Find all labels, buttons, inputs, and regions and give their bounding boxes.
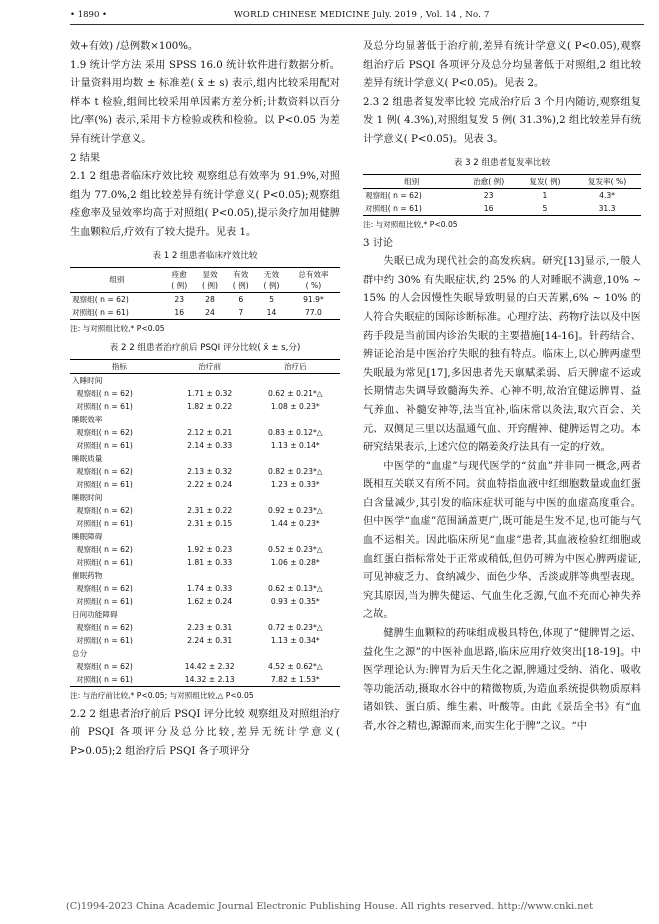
table3-note: 注: 与对照组比较,* P<0.05 [363,219,458,229]
table-cell: 观察组( n = 62) [76,388,133,398]
table-cell: 0.82 ± 0.23*△ [268,466,323,476]
table-cell [251,530,340,543]
table-cell: 观察组( n = 62) [365,190,422,200]
table-header-cell: 复发率( %) [573,174,641,188]
table-cell [169,569,251,582]
table-cell [251,413,340,426]
table-cell: 观察组( n = 62) [76,466,133,476]
table-cell: 7.82 ± 1.53* [270,674,320,684]
table-cell [169,530,251,543]
table-cell: 日间功能障碍 [72,609,118,619]
copyright-footer: (C)1994-2023 China Academic Journal Electronic Publishing House. All rights reserved. http://www.cnki.net [66,901,593,912]
table-cell [169,647,251,660]
table-cell: 77.0 [304,307,322,317]
table-row [70,595,340,608]
table-cell: 观察组( n = 62) [76,505,133,515]
table-cell: 催眠药物 [72,570,103,580]
table-header-cell: 治疗后 [251,359,340,373]
table-cell: 对照组( n = 61) [76,674,133,684]
table-header-cell: 痊愈 ( 例) [164,267,195,292]
table-cell [251,373,340,387]
table-cell: 观察组( n = 62) [76,622,133,632]
table-cell [251,569,340,582]
table-cell: 对照组( n = 61) [76,596,133,606]
table-cell: 14 [266,307,277,317]
table3 [363,174,641,216]
table-cell: 28 [205,294,215,304]
table-group-row [70,491,340,504]
table1 [70,267,340,320]
table-cell: 14.32 ± 2.13 [184,674,235,684]
table-row [363,202,641,216]
table-cell: 观察组( n = 62) [72,294,129,304]
table-cell: 睡眠障碍 [72,531,103,541]
paragraph-stats-method: 1.9 统计学方法 采用 SPSS 16.0 统计软件进行数据分析。计量资料用均数 ± 标准差( x̄ ± s) 表示,组内比较采用配对样本 t 检验,组间比较采用单因素方差分析;计数资料以百分比/率(%) 表示,采用卡方检验或秩和检验。以 P<0.05 为差异有统计学意义。 [70,59,340,145]
table-group-row [70,373,340,387]
table-cell [251,452,340,465]
table-cell: 1.44 ± 0.23* [270,518,320,528]
table-cell: 入睡时间 [72,375,103,385]
table1-title: 表 1 2 组患者临床疗效比较 [152,250,258,261]
table-row [70,582,340,595]
table-cell: 16 [174,307,185,317]
table-cell: 睡眠质量 [72,453,103,463]
paragraph: 及总分均显著低于治疗前,差异有统计学意义( P<0.05),观察组治疗后 PSQI 各项评分及总分均显著低于对照组,2 组比较差异有统计学意义( P<0.05)。见表 2。 [363,41,641,90]
table-group-row [70,452,340,465]
table-cell: 对照组( n = 61) [76,479,133,489]
table2 [70,359,340,687]
table-header-cell: 治疗前 [169,359,251,373]
table-cell: 0.93 ± 0.35* [270,596,320,606]
table-group-row [70,608,340,621]
table-cell [251,608,340,621]
table-group-row [70,647,340,660]
table-header-cell: 有效 ( 例) [225,267,256,292]
table-cell: 7 [238,307,244,317]
table-cell: 0.92 ± 0.23*△ [268,505,323,515]
table-cell: 观察组( n = 62) [76,544,133,554]
table-group-row [70,569,340,582]
table-row [70,292,340,306]
table-header-cell: 治愈( 例) [460,174,516,188]
section-heading-discussion: 3 讨论 [363,237,394,249]
table-row [70,673,340,687]
table2-note: 注: 与治疗前比较,* P<0.05; 与对照组比较,△ P<0.05 [70,690,254,700]
table-cell: 睡眠时间 [72,492,103,502]
journal-info: WORLD CHINESE MEDICINE July. 2019 , Vol. 14 , No. 7 [234,10,490,20]
table-group-row [70,530,340,543]
table-cell: 1.82 ± 0.22 [187,401,233,411]
table-cell [169,452,251,465]
section-heading-results: 2 结果 [70,152,101,164]
table-header-cell: 总有效率 ( %) [287,267,340,292]
table-cell: 1.06 ± 0.28* [270,557,320,567]
table-cell: 1.62 ± 0.24 [187,596,233,606]
table-row [70,504,340,517]
table-row [70,426,340,439]
table-cell: 0.62 ± 0.13*△ [268,583,323,593]
table-cell: 对照组( n = 61) [76,401,133,411]
table-cell: 16 [483,203,494,213]
table-cell: 0.52 ± 0.23*△ [268,544,323,554]
table-cell: 对照组( n = 61) [76,557,133,567]
table-cell [169,413,251,426]
table-cell: 0.62 ± 0.21*△ [268,388,323,398]
table-cell: 总分 [72,648,88,658]
table-row [70,634,340,647]
table-cell [169,608,251,621]
paragraph-recurrence: 2.3 2 组患者复发率比较 完成治疗后 3 个月内随访,观察组复发 1 例( 4.3%),对照组复发 5 例( 31.3%),2 组比较差异有统计学意义( P<0.05)。见表 3。 [363,96,641,145]
table-cell: 1.13 ± 0.14* [270,440,320,450]
table-header-cell: 指标 [70,359,169,373]
paragraph-clinical-efficacy: 2.1 2 组患者临床疗效比较 观察组总有效率为 91.9%,对照组为 77.0%,2 组比较差异有统计学意义( P<0.05);观察组痊愈率及显效率均高于对照组( P<0.05),提示灸疗加用健脾生血颗粒后,疗效有了较大提升。见表 1。 [70,171,340,238]
table-cell: 1.13 ± 0.34* [270,635,320,645]
table-cell: 0.83 ± 0.12*△ [268,427,323,437]
paragraph-psqi-comparison: 2.2 2 组患者治疗前后 PSQI 评分比较 观察组及对照组治疗前 PSQI 各项评分及总分比较,差异无统计学意义( P>0.05);2 组治疗后 PSQI 各子项评分 [70,708,340,757]
table-cell: 23 [483,190,494,200]
table-row [70,387,340,400]
table-cell: 对照组( n = 61) [76,635,133,645]
table-cell: 4.3* [599,190,615,200]
page-number: • 1890 • [70,10,108,20]
table-group-row [70,413,340,426]
table-cell: 1.71 ± 0.32 [187,388,233,398]
left-column [70,38,340,761]
table-header-cell: 组别 [70,267,164,292]
table-header-cell: 无效 ( 例) [256,267,287,292]
table-cell: 2.31 ± 0.15 [187,518,233,528]
table-cell: 1 [542,190,548,200]
table-row [70,306,340,320]
table3-title: 表 3 2 组患者复发率比较 [453,157,551,168]
table-row [70,621,340,634]
table-cell: 2.14 ± 0.33 [187,440,233,450]
table-cell: 2.22 ± 0.24 [187,479,233,489]
table-row [70,660,340,673]
table-cell: 对照组( n = 61) [76,440,133,450]
table-cell: 2.31 ± 0.22 [187,505,233,515]
paragraph-discussion-3: 健脾生血颗粒的药味组成极具特色,体现了“健脾胃之运、益化生之源”的中医补血思路,临床应用疗效突出[18-19]。中医学理论认为:脾胃为后天生化之源,脾通过受纳、消化、吸收等功能活动,摄取水谷中的精微物质,为造血系统提供物质原料诸如铁、蛋白质、维生素、叶酸等。由此《景岳全书》有“血者,水谷之精也,源源而来,而实生化于脾”之议。“中 [363,628,641,732]
table-cell: 1.81 ± 0.33 [187,557,233,567]
table-cell [251,491,340,504]
table-cell: 5 [269,294,274,304]
paragraph-discussion-2: 中医学的“血虚”与现代医学的“贫血”并非同一概念,两者既相互关联又有所不同。贫血特指血液中红细胞数量或血红蛋白含量减少,其引发的临床症状可能与中医的血虚高度重合。但中医学“血虚”范围涵盖更广,既可能是生发不足,也可能与气血不运相关。因此临床所见“血虚”患者,其血液检验红细胞或血红蛋白指标常处于正常或稍低,但仍可辨为中医心脾两虚证,可见神疲乏力、食纳减少、面色少华、舌淡或胖等典型表现。究其原因,当为脾失健运、气血生化乏源,气血不充而心神失养之故。 [363,460,641,621]
table-row [363,188,641,202]
right-column [363,38,641,737]
table-row [70,478,340,491]
table-cell: 1.74 ± 0.33 [187,583,233,593]
table-row [70,400,340,413]
table-cell: 0.72 ± 0.23*△ [268,622,323,632]
table-cell: 24 [205,307,215,317]
table-cell: 2.13 ± 0.32 [187,466,233,476]
paragraph: 效+有效) /总例数×100%。 [70,41,199,52]
table-cell [251,647,340,660]
table-cell: 91.9* [303,294,324,304]
table-cell: 观察组( n = 62) [76,427,133,437]
table-cell [169,373,251,387]
table-cell: 对照组( n = 61) [72,307,129,317]
table-row [70,439,340,452]
table-cell: 1.92 ± 0.23 [187,544,233,554]
paragraph-discussion-1: 失眠已成为现代社会的高发疾病。研究[13]显示,一般人群中约 30% 有失眠症状,约 25% 的人对睡眠不满意,10% ~ 15% 的人会因慢性失眠导致明显的白天苦累,6% ~ 10% 的人符合失眠症的国际诊断标准。心理疗法、药物疗法以及中医药手段是当前国内诊治失眠的主要措施[14-16]。针药结合、辨证论治是中医治疗失眠的独有特点。临床上,以心脾两虚型失眠最为常见[17],多因患者先天禀赋柔弱、后天脾虚不运或长期情志失调导致髓海失养、心神不明,故治宜健运脾胃、益气养血、补髓安神等,法当宜补,临床常以灸法,取穴百会、关元、双侧足三里以达温通气血、开窍醒神、健脾运胃之功。本研究结果表示,上述穴位的隔姜灸疗法具有一定的疗效。 [363,256,641,454]
table-cell: 观察组( n = 62) [76,661,133,671]
table-cell: 31.3 [598,203,616,213]
table-row [70,465,340,478]
table-cell: 14.42 ± 2.32 [184,661,235,671]
table-cell: 对照组( n = 61) [76,518,133,528]
table-cell: 2.24 ± 0.31 [187,635,233,645]
table-cell: 睡眠效率 [72,414,103,424]
table2-title: 表 2 2 组患者治疗前后 PSQI 评分比较( x̄ ± s,分) [109,342,301,353]
table-row [70,556,340,569]
running-header [70,8,644,25]
table-cell: 5 [542,203,548,213]
table-cell: 1.08 ± 0.23* [270,401,320,411]
table-cell: 1.23 ± 0.33* [270,479,320,489]
table-cell: 2.23 ± 0.31 [187,622,233,632]
table-header-cell: 复发( 例) [517,174,573,188]
table-cell: 2.12 ± 0.21 [187,427,233,437]
table-row [70,543,340,556]
table-header-cell: 显效 ( 例) [195,267,226,292]
table-header-cell: 组别 [363,174,460,188]
table-cell: 6 [238,294,244,304]
table-cell: 4.52 ± 0.62*△ [268,661,323,671]
table-cell: 对照组( n = 61) [365,203,422,213]
table-cell: 23 [174,294,185,304]
table1-note: 注: 与对照组比较,* P<0.05 [70,323,165,333]
table-cell: 观察组( n = 62) [76,583,133,593]
table-cell [169,491,251,504]
table-row [70,517,340,530]
